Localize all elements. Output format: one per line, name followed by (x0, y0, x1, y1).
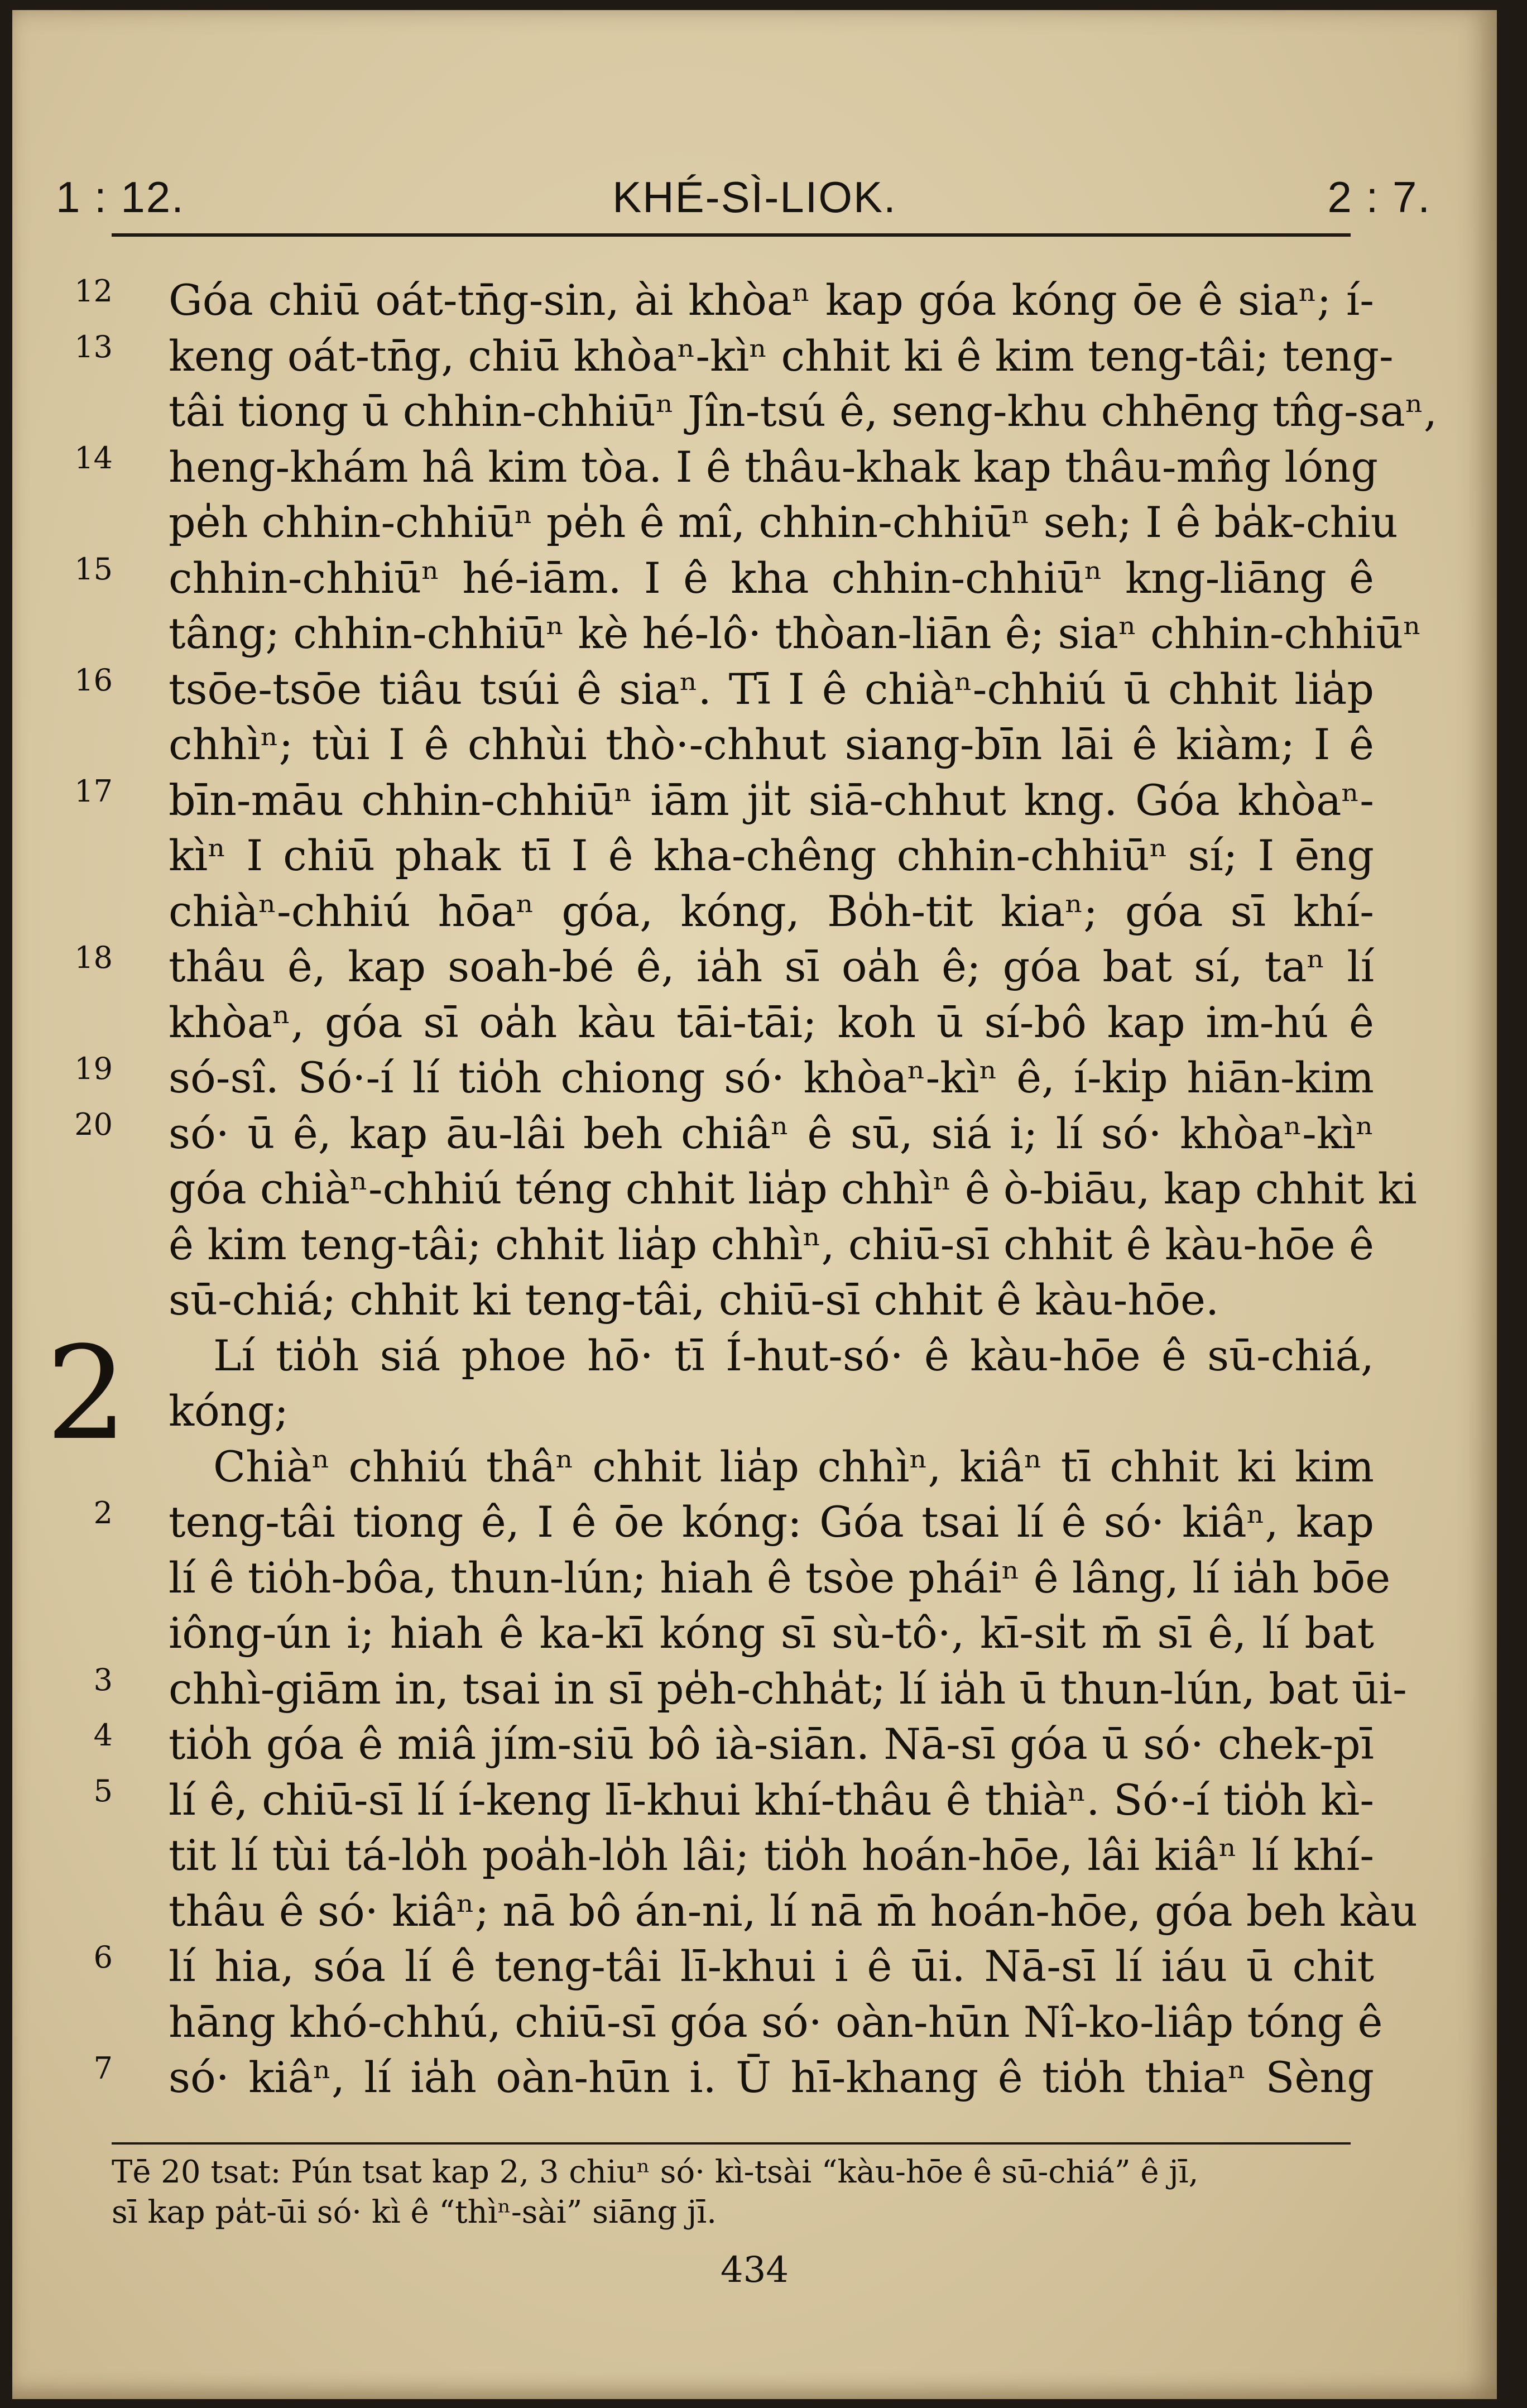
line-text: keng oát-tn̄g, chiū khòaⁿ-kìⁿ chhit ki ê kim teng-tâi; teng- (169, 330, 1394, 381)
chapter-number: 2 (46, 1320, 128, 1469)
text-line (68, 1883, 1418, 1939)
footnote-line: sī kap pa̍t-ūi só· kì ê “thìⁿ-sài” siāng jī. (112, 2194, 717, 2230)
text-line (68, 995, 1374, 1050)
line-text: tio̍h góa ê miâ jím-siū bô ià-siān. Nā-sī góa ū só· chek-pī (169, 1719, 1374, 1769)
line-text: heng-khám hâ kim tòa. I ê thâu-khak kap thâu-mn̂g lóng (169, 442, 1379, 492)
text-line (68, 606, 1422, 661)
verse-number: 19 (74, 1051, 113, 1086)
line-text: bīn-māu chhin-chhiūⁿ iām ji̍t siā-chhut kng. Góa khòaⁿ- (169, 775, 1374, 825)
verse-number: 18 (74, 940, 113, 975)
text-line (68, 1161, 1417, 1217)
text-line (68, 773, 1374, 828)
line-text: chiàⁿ-chhiú hōaⁿ góa, kóng, Bo̍h-tit kiaⁿ; góa sī khí- (169, 886, 1374, 936)
header-rule (112, 233, 1351, 237)
verse-number: 5 (93, 1773, 113, 1809)
line-text: sū-chiá; chhit ki teng-tâi, chiū-sī chhit ê kàu-hōe. (169, 1275, 1219, 1325)
line-text: teng-tâi tiong ê, I ê ōe kóng: Góa tsai lí ê só· kiâⁿ, kap (169, 1497, 1374, 1547)
line-text: só-sî. Só·-í lí tio̍h chiong só· khòaⁿ-kìⁿ ê, í-ki̍p hiān-kim (169, 1053, 1374, 1102)
text-line (68, 328, 1394, 384)
text-line (68, 1439, 1374, 1495)
line-text: chhìⁿ; tùi I ê chhùi thò·-chhut siang-bīn lāi ê kiàm; I ê (169, 719, 1374, 769)
text-line (68, 1050, 1374, 1106)
text-line (68, 1550, 1391, 1606)
verse-number: 4 (93, 1718, 113, 1753)
text-line (68, 272, 1374, 328)
line-text: Chiàⁿ chhiú thâⁿ chhit lia̍p chhìⁿ, kiâⁿ tī chhit ki kim (213, 1441, 1374, 1491)
verse-number: 14 (74, 440, 113, 476)
line-text: lí ê, chiū-sī lí í-keng lī-khui khí-thâu ê thiàⁿ. Só·-í tio̍h kì- (169, 1774, 1374, 1825)
text-line (68, 1772, 1374, 1828)
scripture-text (68, 272, 1437, 2105)
running-header (12, 172, 1497, 233)
verse-number: 7 (93, 2051, 113, 2086)
line-text: só· kiâⁿ, lí ia̍h oàn-hūn i. Ū hī-khang ê tio̍h thiaⁿ Sèng (169, 2052, 1374, 2102)
line-text: só· ū ê, kap āu-lâi beh chiâⁿ ê sū, siá i; lí só· khòaⁿ-kìⁿ (169, 1108, 1374, 1158)
text-line (68, 383, 1437, 439)
text-line (68, 1383, 1352, 1439)
line-text: tsōe-tsōe tiâu tsúi ê siaⁿ. Tī I ê chiàⁿ-chhiú ū chhit lia̍p (169, 664, 1374, 714)
line-text: iông-ún i; hiah ê ka-kī kóng sī sù-tô·, kī-si̍t m̄ sī ê, lí bat (169, 1608, 1374, 1658)
verse-number: 15 (74, 551, 113, 587)
verse-number: 16 (74, 662, 113, 698)
line-text: thâu ê só· kiâⁿ; nā bô án-ni, lí nā m̄ hoán-hōe, góa beh kàu (169, 1886, 1418, 1936)
text-line (68, 550, 1374, 606)
line-text: thâu ê, kap soah-bé ê, ia̍h sī oa̍h ê; góa bat sí, taⁿ lí (169, 942, 1374, 991)
line-text: khòaⁿ, góa sī oa̍h kàu tāi-tāi; koh ū sí-bô kap im-hú ê (169, 997, 1374, 1047)
line-text: kóng; (169, 1386, 289, 1436)
text-line (68, 1605, 1374, 1661)
verse-number: 6 (93, 1940, 113, 1975)
text-line (68, 939, 1374, 995)
footnote-line: Tē 20 tsat: Pún tsat kap 2, 3 chiuⁿ só· kì-tsài “kàu-hōe ê sū-chiá” ê jī, (112, 2154, 1199, 2190)
text-line (68, 661, 1374, 717)
line-text: ê kim teng-tâi; chhit lia̍p chhìⁿ, chiū-sī chhit ê kàu-hōe ê (169, 1219, 1374, 1269)
header-left-reference: 1 : 12. (56, 172, 185, 222)
text-line (68, 717, 1374, 773)
line-text: góa chiàⁿ-chhiú téng chhit lia̍p chhìⁿ ê ò-biāu, kap chhit ki (169, 1164, 1417, 1213)
verse-number: 12 (74, 274, 113, 309)
verse-number: 17 (74, 773, 113, 809)
line-text: tâi tiong ū chhin-chhiūⁿ Jîn-tsú ê, seng-khu chhēng tn̂g-saⁿ, (169, 386, 1437, 436)
text-line (68, 1661, 1407, 1717)
text-line (68, 1494, 1374, 1550)
line-text: chhì-giām in, tsai in sī pe̍h-chha̍t; lí ia̍h ū thun-lún, bat ūi- (169, 1663, 1407, 1714)
line-text: lí hia, sóa lí ê teng-tâi lī-khui i ê ūi. Nā-sī lí iáu ū chit (169, 1941, 1374, 1991)
line-text: chhin-chhiūⁿ hé-iām. I ê kha chhin-chhiūⁿ kng-liāng ê (169, 553, 1374, 603)
book-page (12, 10, 1497, 2399)
verse-number: 3 (93, 1662, 113, 1697)
line-text: tâng; chhin-chhiūⁿ kè hé-lô· thòan-liān ê; siaⁿ chhin-chhiūⁿ (169, 608, 1422, 658)
line-text: lí ê tio̍h-bôa, thun-lún; hiah ê tsòe pháiⁿ ê lâng, lí ia̍h bōe (169, 1552, 1391, 1603)
page-number: 434 (720, 2249, 789, 2291)
text-line (68, 1217, 1374, 1273)
line-text: pe̍h chhin-chhiūⁿ pe̍h ê mî, chhin-chhiūⁿ seh; I ê ba̍k-chiu (169, 497, 1398, 547)
verse-number: 13 (74, 329, 113, 364)
text-line (68, 828, 1374, 884)
text-line (68, 495, 1398, 550)
text-line (68, 1716, 1374, 1772)
footnote (112, 2152, 1351, 2233)
line-text: hāng khó-chhú, chiū-sī góa só· oàn-hūn Nî-ko-liâp tóng ê (169, 1997, 1383, 2047)
verse-number: 20 (74, 1106, 113, 1142)
text-line (68, 1272, 1352, 1328)
text-line (68, 2050, 1374, 2105)
line-text: Góa chiū oát-tn̄g-sin, ài khòaⁿ kap góa kóng ōe ê siaⁿ; í- (169, 275, 1374, 325)
text-line (68, 1939, 1374, 1994)
text-line (68, 439, 1379, 495)
footnote-rule (112, 2142, 1351, 2145)
line-text: Lí tio̍h siá phoe hō· tī Í-hut-só· ê kàu-hōe ê sū-chiá, (213, 1330, 1374, 1380)
text-line (68, 1328, 1374, 1384)
verse-number: 2 (93, 1495, 113, 1531)
line-text: kìⁿ I chiū phak tī I ê kha-chêng chhin-chhiūⁿ sí; I ēng (169, 831, 1374, 880)
text-line (68, 884, 1374, 939)
line-text: tit lí tùi tá-lo̍h poa̍h-lo̍h lâi; tio̍h hoán-hōe, lâi kiâⁿ lí khí- (169, 1830, 1374, 1880)
header-right-reference: 2 : 7. (1327, 172, 1431, 222)
text-line (68, 1827, 1374, 1883)
text-line (68, 1994, 1383, 2050)
header-book-title: KHÉ-SÌ-LIOK. (612, 172, 897, 222)
text-line (68, 1106, 1374, 1162)
